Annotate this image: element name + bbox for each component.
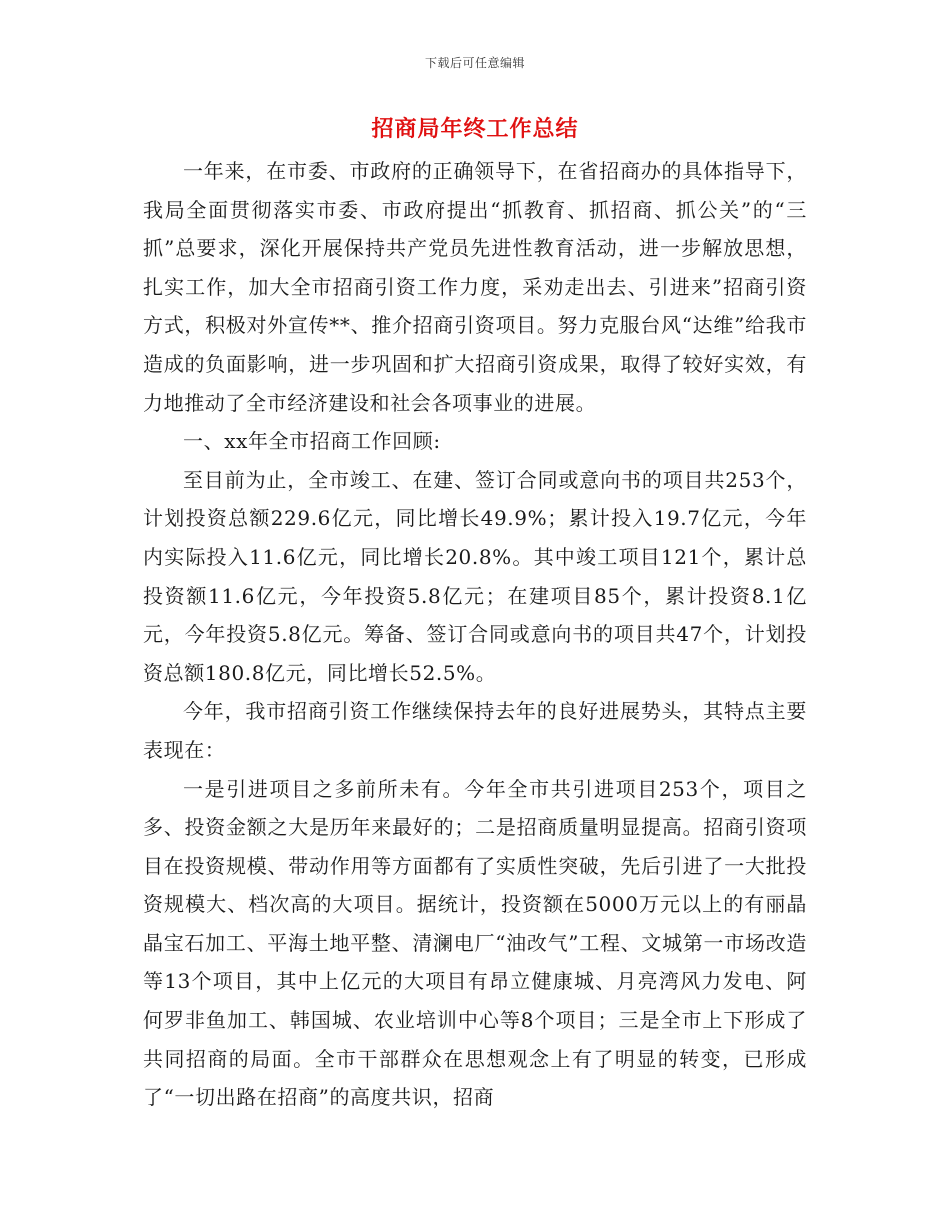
header-note: 下载后可任意编辑 — [424, 56, 525, 70]
paragraph-intro: 一年来，在市委、市政府的正确领导下，在省招商办的具体指导下，我局全面贯彻落实市委、市政府提出“抓教育、抓招商、抓公关”的“三抓”总要求，深化开展保持共产党员先进性教育活动，进一步解放思想，扎实工作，加大全市招商引资工作力度，采劝走出去、引进来”招商引资方式，积极对外宣传**、推介招商引资项目。努力克服台风“达维”给我市造成的负面影响，进一步巩固和扩大招商引资成果，取得了较好实效，有力地推动了全市经济建设和社会各项事业的进展。 — [143, 159, 807, 415]
paragraph-features: 一是引进项目之多前所未有。今年全市共引进项目253个，项目之多、投资金额之大是历年来最好的；二是招商质量明显提高。招商引资项目在投资规模、带动作用等方面都有了实质性突破，先后引进了一大批投资规模大、档次高的大项目。据统计，投资额在5000万元以上的有丽晶晶宝石加工、平海土地平整、清澜电厂“油改气”工程、文城第一市场改造等13个项目，其中上亿元的大项目有昂立健康城、月亮湾风力发电、阿何罗非鱼加工、韩国城、农业培训中心等8个项目；三是全市上下形成了共同招商的局面。全市干部群众在思想观念上有了明显的转变，已形成了“一切出路在招商”的高度共识，招商 — [143, 776, 807, 1110]
paragraph-statistics: 至目前为止，全市竣工、在建、签订合同或意向书的项目共253个，计划投资总额229.6亿元，同比增长49.9%；累计投入19.7亿元，今年内实际投入11.6亿元，同比增长20.8%。其中竣工项目121个，累计总投资额11.6亿元，今年投资5.8亿元；在建项目85个，累计投资8.1亿元，今年投资5.8亿元。筹备、签订合同或意向书的项目共47个，计划投资总额180.8亿元，同比增长52.5%。 — [143, 467, 807, 685]
section-heading-review: 一、xx年全市招商工作回顾: — [183, 429, 441, 454]
paragraph-features-intro: 今年，我市招商引资工作继续保持去年的良好进展势头，其特点主要表现在： — [143, 699, 807, 762]
document-body — [143, 152, 807, 1117]
document-title: 招商局年终工作总结 — [371, 116, 579, 142]
